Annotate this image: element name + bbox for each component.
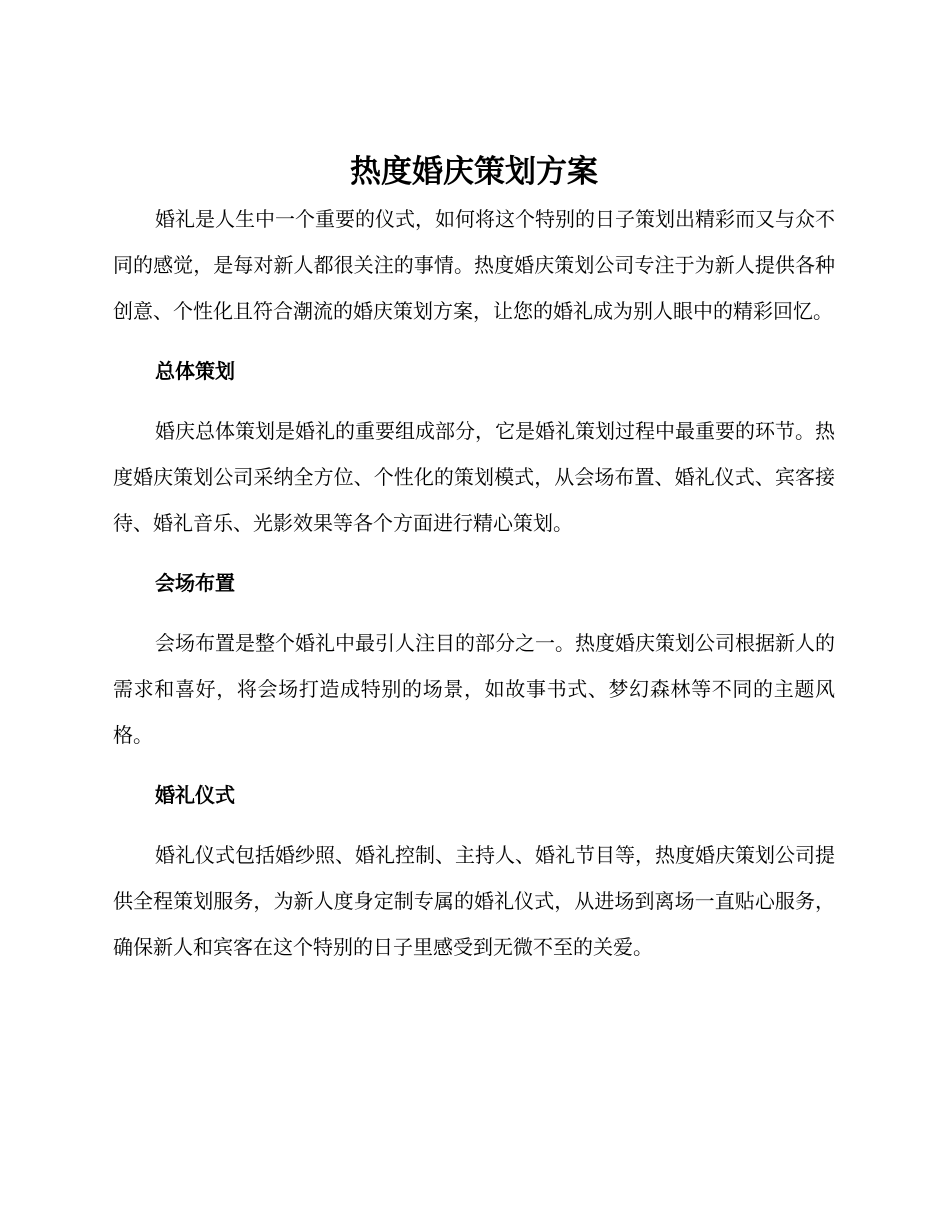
- section-body-overall-planning: 婚庆总体策划是婚礼的重要组成部分，它是婚礼策划过程中最重要的环节。热度婚庆策划公司采纳全方位、个性化的策划模式，从会场布置、婚礼仪式、宾客接待、婚礼音乐、光影效果等各个方面进行精心策划。: [113, 419, 835, 535]
- section-heading-overall-planning: 总体策划: [155, 359, 235, 383]
- section-body-wedding-ceremony: 婚礼仪式包括婚纱照、婚礼控制、主持人、婚礼节目等，热度婚庆策划公司提供全程策划服务，为新人度身定制专属的婚礼仪式，从进场到离场一直贴心服务，确保新人和宾客在这个特别的日子里感受到无微不至的关爱。: [113, 843, 835, 959]
- section-body-venue-decoration: 会场布置是整个婚礼中最引人注目的部分之一。热度婚庆策划公司根据新人的需求和喜好，将会场打造成特别的场景，如故事书式、梦幻森林等不同的主题风格。: [113, 631, 835, 747]
- intro-paragraph: 婚礼是人生中一个重要的仪式，如何将这个特别的日子策划出精彩而又与众不同的感觉，是每对新人都很关注的事情。热度婚庆策划公司专注于为新人提供各种创意、个性化且符合潮流的婚庆策划方案，让您的婚礼成为别人眼中的精彩回忆。: [113, 207, 835, 323]
- section-heading-wedding-ceremony: 婚礼仪式: [155, 783, 235, 807]
- document-content: [113, 148, 835, 970]
- document-title: 热度婚庆策划方案: [350, 154, 598, 190]
- section-heading-venue-decoration: 会场布置: [155, 571, 235, 595]
